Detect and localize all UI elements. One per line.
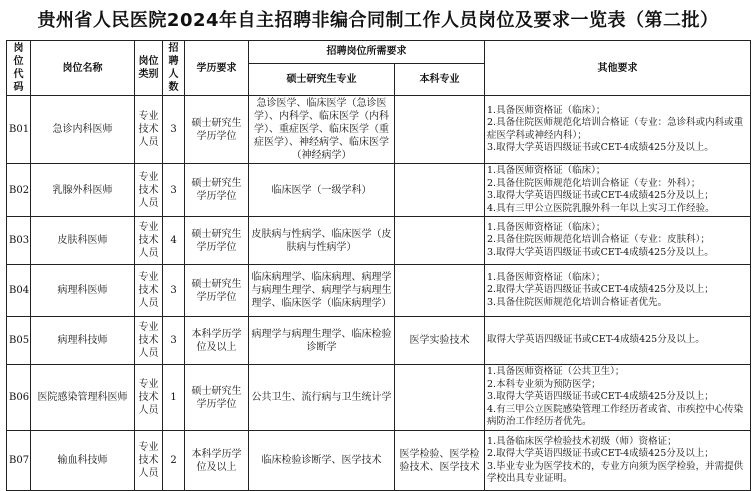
cell-other-requirements: [485, 96, 751, 164]
cell-master-major: 病理学与病理生理学、临床检验诊断学: [249, 317, 395, 365]
requirement-line: 3.具备住院医师规范化培训合格证者优先。: [487, 296, 668, 308]
table-row: [7, 217, 751, 265]
cell-bachelor-major: [395, 365, 485, 431]
header-code: 岗位代码: [7, 41, 31, 96]
header-master-major: 硕士研究生专业: [249, 63, 395, 96]
requirement-line: 1.具备医师资格证（公共卫生）；: [487, 366, 625, 378]
requirement-line: 3.取得大学英语四级证书或CET-4成绩425分及以上；: [487, 391, 714, 403]
cell-count: 3: [163, 164, 185, 217]
cell-code: B07: [7, 431, 31, 491]
cell-name: 输血科技师: [31, 431, 135, 491]
cell-other-requirements: [485, 317, 751, 365]
cell-education: 本科学历学位及以上: [185, 431, 249, 491]
cell-education: 硕士研究生学历学位: [185, 265, 249, 317]
cell-education: 硕士研究生学历学位: [185, 217, 249, 265]
cell-master-major: 急诊医学、临床医学（急诊医学）、内科学、临床医学（内科学）、重症医学、临床医学（重症医学）、神经病学、临床医学（神经病学）: [249, 96, 395, 164]
positions-table: [6, 40, 751, 491]
table-row: [7, 265, 751, 317]
cell-education: 硕士研究生学历学位: [185, 164, 249, 217]
cell-count: 2: [163, 431, 185, 491]
cell-other-requirements: [485, 365, 751, 431]
table-row: [7, 96, 751, 164]
page-title: 贵州省人民医院2024年自主招聘非编合同制工作人员岗位及要求一览表（第二批）: [37, 10, 719, 31]
cell-code: B03: [7, 217, 31, 265]
requirement-line: 3.取得大学英语四级证书或CET-4成绩425分及以上。: [487, 142, 714, 153]
cell-bachelor-major: 医学实验技术: [395, 317, 485, 365]
cell-bachelor-major: 医学检验、医学检验技术、医学技术: [395, 431, 485, 491]
cell-category: 专业技术人员: [135, 431, 163, 491]
cell-name: 皮肤科医师: [31, 217, 135, 265]
cell-code: B02: [7, 164, 31, 217]
requirement-line: 取得大学英语四级证书或CET-4成绩425分及以上。: [487, 334, 705, 346]
cell-other-requirements: [485, 265, 751, 317]
cell-master-major: 临床病理学、临床病理、病理学与病理生理学、病理学与病理生理学、临床医学（临床病理学）: [249, 265, 395, 317]
cell-name: 病理科医师: [31, 265, 135, 317]
cell-master-major: 临床医学（一级学科）: [249, 164, 395, 217]
table-row: [7, 365, 751, 431]
header-category: 岗位类别: [135, 41, 163, 96]
requirement-line: 3.取得大学英语四级证书或CET-4成绩425分及以上。: [487, 246, 714, 258]
requirement-line: 3.毕业专业为医学技术的，专业方向须为医学检验，并需提供学校出具专业证明。: [487, 460, 744, 484]
cell-category: 专业技术人员: [135, 365, 163, 431]
header-bachelor-major: 本科专业: [395, 63, 485, 96]
table-row: [7, 317, 751, 365]
table-row: [7, 164, 751, 217]
cell-other-requirements: [485, 164, 751, 217]
cell-count: 3: [163, 265, 185, 317]
cell-count: 4: [163, 217, 185, 265]
cell-name: 急诊内科医师: [31, 96, 135, 164]
header-major-group: 招聘岗位所需要求: [249, 41, 485, 64]
cell-code: B01: [7, 96, 31, 164]
requirement-line: 2.取得大学英语四级证书或CET-4成绩425分及以上；: [487, 448, 714, 459]
requirement-line: 1.具备临床医学检验技术初级（师）资格证；: [487, 435, 677, 447]
requirement-line: 1.具备医师资格证（临床）；: [487, 104, 606, 116]
cell-category: 专业技术人员: [135, 265, 163, 317]
table-row: [7, 431, 751, 491]
requirement-line: 2.具备住院医师规范化培训合格证（专业：皮肤科）；: [487, 234, 710, 246]
cell-master-major: 皮肤病与性病学、临床医学（皮肤病与性病学）: [249, 217, 395, 265]
header-name: 岗位名称: [31, 41, 135, 96]
requirement-line: 1.具备医师资格证（临床）；: [487, 271, 606, 283]
cell-count: 1: [163, 365, 185, 431]
cell-master-major: 临床检验诊断学、医学技术: [249, 431, 395, 491]
cell-count: 3: [163, 96, 185, 164]
cell-category: 专业技术人员: [135, 217, 163, 265]
cell-name: 医院感染管理科医师: [31, 365, 135, 431]
requirement-line: 4.具有三甲公立医院乳腺外科一年以上实习工作经验。: [487, 202, 715, 214]
cell-name: 乳腺外科医师: [31, 164, 135, 217]
requirement-line: 4.有三甲公立医院感染管理工作经历者或省、市疾控中心传染病防治工作经历者优先。: [487, 403, 744, 428]
cell-count: 3: [163, 317, 185, 365]
cell-code: B04: [7, 265, 31, 317]
cell-other-requirements: [485, 217, 751, 265]
requirement-line: 2.取得大学英语四级证书或CET-4成绩425分及以上；: [487, 284, 714, 296]
cell-code: B06: [7, 365, 31, 431]
cell-category: 专业技术人员: [135, 317, 163, 365]
requirement-line: 2.具备住院医师规范化培训合格证（专业：外科）；: [487, 177, 701, 189]
cell-category: 专业技术人员: [135, 96, 163, 164]
requirement-line: 1.具备医师资格证（临床）；: [487, 221, 606, 233]
requirement-line: 2.具备住院医师规范化培训合格证（专业：急诊科或内科或重症医学科或神经内科）；: [487, 117, 744, 141]
cell-education: 硕士研究生学历学位: [185, 365, 249, 431]
header-other: 其他要求: [485, 41, 751, 96]
cell-bachelor-major: [395, 217, 485, 265]
cell-bachelor-major: [395, 96, 485, 164]
cell-education: 硕士研究生学历学位: [185, 96, 249, 164]
requirement-line: 2.本科专业须为预防医学；: [487, 378, 601, 390]
header-count: 招聘人数: [163, 41, 185, 96]
cell-code: B05: [7, 317, 31, 365]
header-education: 学历要求: [185, 41, 249, 96]
requirement-line: 1.具备医师资格证（临床）；: [487, 165, 606, 176]
cell-category: 专业技术人员: [135, 164, 163, 217]
cell-education: 本科学历学位及以上: [185, 317, 249, 365]
cell-master-major: 公共卫生、流行病与卫生统计学: [249, 365, 395, 431]
cell-other-requirements: [485, 431, 751, 491]
requirement-line: 3.取得大学英语四级证书或CET-4成绩425分及以上；: [487, 190, 714, 201]
cell-name: 病理科技师: [31, 317, 135, 365]
cell-bachelor-major: [395, 164, 485, 217]
cell-bachelor-major: [395, 265, 485, 317]
